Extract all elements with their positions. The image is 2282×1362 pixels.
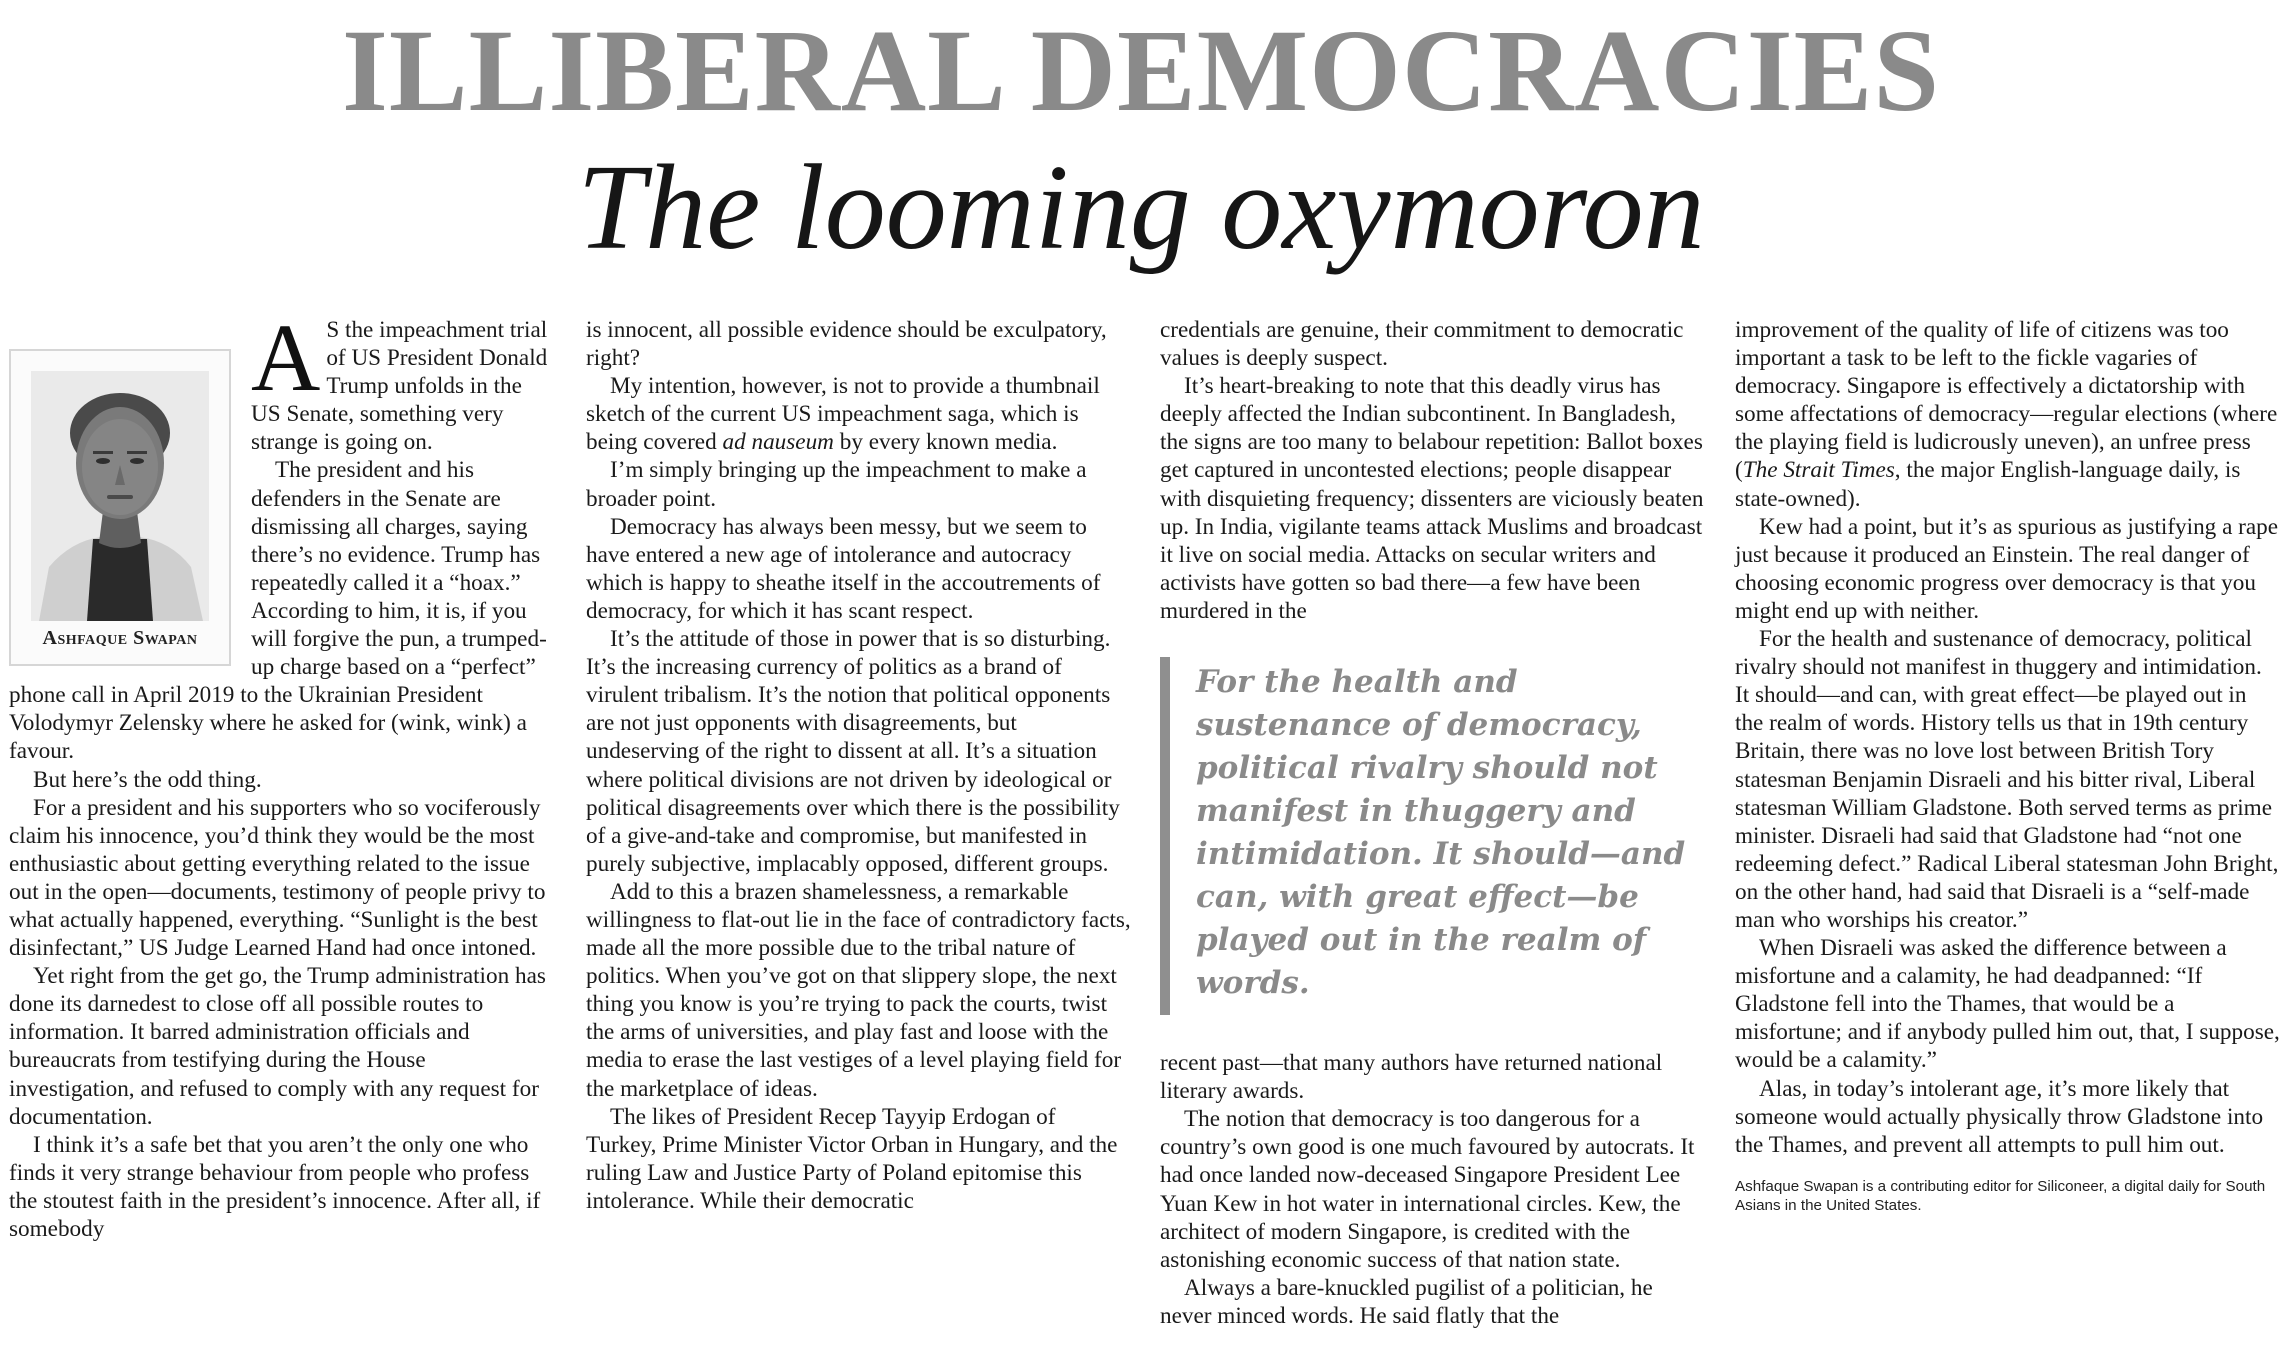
column-3 [1160,316,1705,1330]
paragraph: Always a bare-knuckled pugilist of a politician, he never minced words. He said flatly that the [1160,1274,1653,1329]
paragraph: Add to this a brazen shamelessness, a remarkable willingness to flat-out lie in the face of contradictory facts, made all the more possible due to the tribal nature of politics. When you’ve got on that slippery slope, the next thing you know is you’re trying to pack the courts, twist the arms of universities, and play fast and loose with the media to erase the last vestiges of a level playing field for the marketplace of ideas. [586,878,1131,1102]
author-byline: Ashfaque Swapan [42,626,198,649]
author-portrait-photo [31,371,209,621]
drop-cap: A [251,304,321,411]
paragraph: Yet right from the get go, the Trump administration has done its darnedest to close off all possible routes to information. It barred administration officials and bureaucrats from testifying during the House investigation, and refused to comply with any request for documentation. [9,963,546,1130]
paragraph: is innocent, all possible evidence should be exculpatory, right? [586,317,1107,372]
paragraph: For a president and his supporters who so vociferously claim his innocence, you’d think they would be the most enthusiastic about getting everything related to the issue out in the open—documents, testimony of people privy to what actually happened, everything. “Sunlight is the best disinfectant,” US Judge Learned Hand had once intoned. [9,794,546,962]
paragraph: It’s the attitude of those in power that is so disturbing. It’s the increasing currency of politics as a brand of virulent tribalism. It’s the notion that political opponents are not just opponents with disagreements, but undeserving of the right to dissent at all. It’s a situation where political divisions are not driven by ideological or political disagreements over which there is the possibility of a give-and-take and compromise, but manifested in purely subjective, implacably opposed, different groups. [586,626,1120,877]
paragraph-text: , the major English-language daily, is state-owned). [1735,457,2241,512]
paragraph: The president and his defenders in the Senate are dismissing all charges, saying there’s no evidence. Trump has repeatedly called it a “hoax.” According to him, it is, if you will forgive the pun, a trumped-up charge based on a “perfect” phone call in April 2019 to the Ukrainian President Volodymyr Zelensky where he asked for (wink, wink) a favour. [9,457,547,765]
author-photo-card [9,349,231,666]
paragraph: Alas, in today’s intolerant age, it’s more likely that someone would actually physically throw Gladstone into the Thames, and prevent all attempts to pull him out. [1735,1075,2264,1158]
paragraph: For the health and sustenance of democracy, political rivalry should not manifest in thuggery and intimidation. It should—and can, with great effect—be played out in the realm of words. History tells us that in 19th century Britain, there was no love lost between British Tory statesman Benjamin Disraeli and his bitter rival, Liberal statesman William Gladstone. Both served terms as prime minister. Disraeli had said that Gladstone had “not one redeeming defect.” Radical Liberal statesman John Bright, on the other hand, had said that Disraeli is a “self-made man who worships his creator.” [1735,626,2279,933]
column-2 [586,316,1131,1215]
paragraph: When Disraeli was asked the difference between a misfortune and a calamity, he had deadpanned: “If Gladstone fell into the Thames, that would be a misfortune; and if anybody pulled him out, that, I suppose, would be a calamity.” [1735,935,2280,1074]
paragraph-text: improvement of the quality of life of citizens was too important a task to be left to the fickle vagaries of democracy. Singapore is effectively a dictatorship with some affectations of democracy—regular elections (where the playing field is ludicrously uneven), an unfree press ( [1735,317,2278,484]
paragraph: I think it’s a safe bet that you aren’t the only one who finds it very strange behaviour from people who profess the stoutest faith in the president’s innocence. After all, if somebody [9,1131,541,1242]
paragraph: I’m simply bringing up the impeachment to make a broader point. [586,457,1087,512]
paragraph: It’s heart-breaking to note that this deadly virus has deeply affected the Indian subcontinent. In Bangladesh, the signs are too many to belabour repetition: Ballot boxes get captured in uncontested elections; people disappear with disquieting frequency; dissenters are viciously beaten up. In India, vigilante teams attack Muslims and broadcast it live on social media. Attacks on secular writers and activists have gotten so bad there—a few have been murdered in the [1160,373,1704,624]
paragraph-text: by every known media. [833,429,1058,456]
paragraph [1735,316,2280,513]
paragraph: S the impeachment trial of US President Donald Trump unfolds in the US Senate, something very strange is going on. [251,317,548,456]
paragraph [586,372,1131,456]
subheadline: The looming oxymoron [577,140,1705,275]
author-bio: Ashfaque Swapan is a contributing editor for Siliconeer, a digital daily for South Asians in the United States. [1735,1177,2266,1214]
pull-quote: For the health and sustenance of democracy, political rivalry should not manifest in thuggery and intimidation. It should—and can, with great effect—be played out in the realm of words. [1160,657,1705,1015]
paragraph: Democracy has always been messy, but we seem to have entered a new age of intolerance and autocracy which is happy to sheathe itself in the accoutrements of democracy, for which it has scant respect. [586,513,1101,624]
italic-phrase: ad nauseum [722,429,834,456]
column-1 [9,304,554,1243]
paragraph: But here’s the odd thing. [33,766,262,793]
paragraph: The likes of President Recep Tayyip Erdogan of Turkey, Prime Minister Victor Orban in Hungary, and the ruling Law and Justice Party of Poland epitomise this intolerance. While their democratic [586,1103,1118,1214]
paragraph-text: My intention, however, is not to provide a thumbnail sketch of the current US impeachment saga, which is being covered [586,373,1100,456]
paragraph: Kew had a point, but it’s as spurious as justifying a rape just because it produced an Einstein. The real danger of choosing economic progress over democracy is that you might end up with neither. [1735,513,2279,624]
italic-phrase: The Strait Times [1742,457,1895,484]
paragraph: recent past—that many authors have returned national literary awards. [1160,1050,1663,1105]
headline: ILLIBERAL DEMOCRACIES [342,5,1940,136]
paragraph: credentials are genuine, their commitment to democratic values is deeply suspect. [1160,317,1684,372]
paragraph: The notion that democracy is too dangerous for a country’s own good is one much favoured by autocrats. It had once landed now-deceased Singapore President Lee Yuan Kew in hot water in international circles. Kew, the architect of modern Singapore, is credited with the astonishing economic success of that nation state. [1160,1106,1695,1273]
column-4 [1735,316,2280,1215]
